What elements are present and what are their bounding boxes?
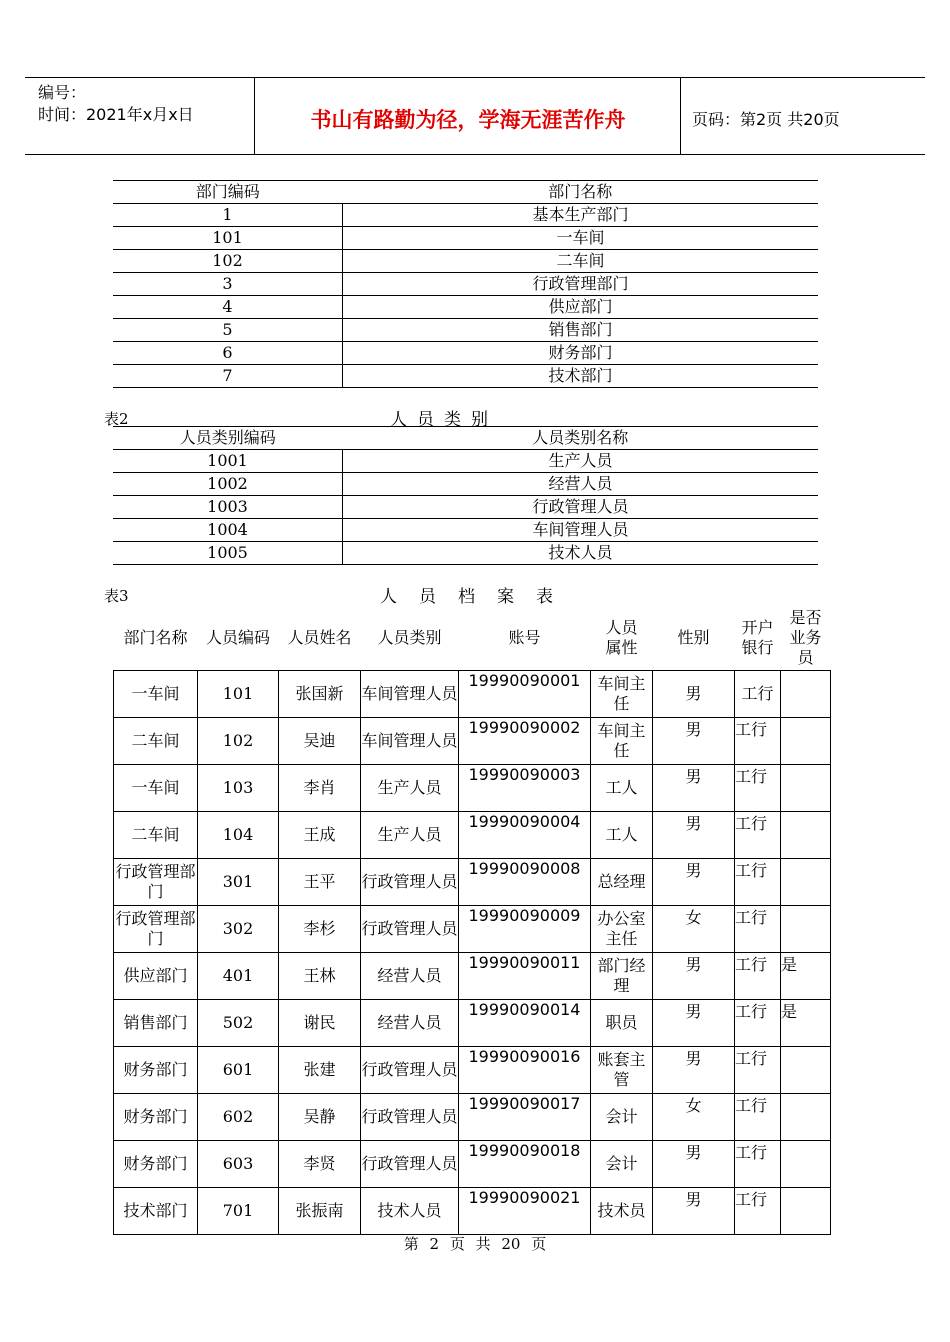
table3-title: 人员档案表 (380, 587, 575, 607)
department-cell: 财务部门 (114, 1094, 198, 1141)
table-row (114, 1047, 831, 1094)
bank-cell: 工行 (735, 859, 781, 906)
department-row (113, 273, 818, 296)
attribute-cell: 职员 (591, 1000, 653, 1047)
category-cell: 技术人员 (361, 1188, 459, 1235)
table-row (114, 1141, 831, 1188)
name-cell: 基本生产部门 (343, 204, 819, 227)
category-row (113, 496, 818, 519)
name-cell: 技术人员 (343, 542, 819, 565)
code-cell: 1 (113, 204, 343, 227)
department-table-header: 部门编码 (113, 181, 343, 204)
attribute-cell: 办公室主任 (591, 906, 653, 953)
category-cell: 生产人员 (361, 765, 459, 812)
code-cell: 602 (198, 1094, 279, 1141)
bank-cell: 工行 (735, 765, 781, 812)
table-row (114, 1000, 831, 1047)
table3-caption: 表3 (104, 587, 129, 605)
name-cell: 张建 (279, 1047, 361, 1094)
department-row (113, 319, 818, 342)
archive-header: 人员姓名 (279, 606, 361, 671)
bank-cell: 工行 (735, 1047, 781, 1094)
account-cell: 19990090009 (459, 906, 591, 953)
table-row (114, 859, 831, 906)
name-cell: 生产人员 (343, 450, 819, 473)
salesman-cell (781, 906, 831, 953)
department-cell: 二车间 (114, 812, 198, 859)
table-row (114, 812, 831, 859)
account-cell: 19990090002 (459, 718, 591, 765)
code-cell: 104 (198, 812, 279, 859)
table2-caption: 表2 (104, 410, 129, 428)
bank-cell: 工行 (735, 671, 781, 718)
department-row (113, 250, 818, 273)
name-cell: 行政管理人员 (343, 496, 819, 519)
archive-header: 账号 (459, 606, 591, 671)
table-row (114, 1188, 831, 1235)
code-cell: 1003 (113, 496, 343, 519)
category-cell: 车间管理人员 (361, 671, 459, 718)
archive-header: 人员类别 (361, 606, 459, 671)
attribute-cell: 部门经理 (591, 953, 653, 1000)
table-row (114, 1094, 831, 1141)
header-divider (680, 77, 681, 155)
category-cell: 行政管理人员 (361, 1141, 459, 1188)
account-cell: 19990090003 (459, 765, 591, 812)
attribute-cell: 技术员 (591, 1188, 653, 1235)
gender-cell: 男 (653, 953, 735, 1000)
account-cell: 19990090001 (459, 671, 591, 718)
code-cell: 1002 (113, 473, 343, 496)
name-cell: 王林 (279, 953, 361, 1000)
salesman-cell (781, 812, 831, 859)
code-cell: 103 (198, 765, 279, 812)
code-cell: 603 (198, 1141, 279, 1188)
code-cell: 3 (113, 273, 343, 296)
code-cell: 502 (198, 1000, 279, 1047)
salesman-cell (781, 1188, 831, 1235)
code-cell: 1005 (113, 542, 343, 565)
category-row (113, 473, 818, 496)
department-row (113, 342, 818, 365)
category-row (113, 450, 818, 473)
name-cell: 吴迪 (279, 718, 361, 765)
personnel-archive-table (113, 606, 831, 1235)
salesman-cell (781, 1047, 831, 1094)
category-cell: 行政管理人员 (361, 906, 459, 953)
attribute-cell: 总经理 (591, 859, 653, 906)
name-cell: 经营人员 (343, 473, 819, 496)
attribute-cell: 会计 (591, 1141, 653, 1188)
bank-cell: 工行 (735, 1141, 781, 1188)
department-cell: 一车间 (114, 671, 198, 718)
name-cell: 吴静 (279, 1094, 361, 1141)
name-cell: 谢民 (279, 1000, 361, 1047)
code-cell: 1001 (113, 450, 343, 473)
gender-cell: 男 (653, 718, 735, 765)
category-table-header: 人员类别编码 (113, 427, 343, 450)
name-cell: 财务部门 (343, 342, 819, 365)
category-cell: 生产人员 (361, 812, 459, 859)
department-cell: 供应部门 (114, 953, 198, 1000)
attribute-cell: 会计 (591, 1094, 653, 1141)
bank-cell: 工行 (735, 953, 781, 1000)
personnel-category-table (113, 426, 818, 565)
gender-cell: 男 (653, 1047, 735, 1094)
code-cell: 302 (198, 906, 279, 953)
attribute-cell: 工人 (591, 765, 653, 812)
table-row (114, 718, 831, 765)
name-cell: 王成 (279, 812, 361, 859)
table2-title: 人员类别 (390, 410, 498, 430)
department-cell: 财务部门 (114, 1047, 198, 1094)
table-row (114, 953, 831, 1000)
bank-cell: 工行 (735, 1188, 781, 1235)
salesman-cell (781, 859, 831, 906)
code-cell: 601 (198, 1047, 279, 1094)
code-cell: 1004 (113, 519, 343, 542)
category-cell: 车间管理人员 (361, 718, 459, 765)
archive-header: 是否业务员 (781, 606, 831, 671)
gender-cell: 男 (653, 671, 735, 718)
department-cell: 行政管理部门 (114, 906, 198, 953)
bank-cell: 工行 (735, 718, 781, 765)
code-cell: 7 (113, 365, 343, 388)
category-cell: 经营人员 (361, 953, 459, 1000)
attribute-cell: 车间主任 (591, 671, 653, 718)
archive-header: 性别 (653, 606, 735, 671)
bank-cell: 工行 (735, 812, 781, 859)
archive-header: 人员编码 (198, 606, 279, 671)
department-row (113, 365, 818, 388)
header-bottom-rule (25, 154, 925, 155)
salesman-cell: 是 (781, 953, 831, 1000)
department-row (113, 296, 818, 319)
code-cell: 6 (113, 342, 343, 365)
archive-header: 部门名称 (114, 606, 198, 671)
gender-cell: 男 (653, 859, 735, 906)
salesman-cell (781, 1094, 831, 1141)
category-cell: 经营人员 (361, 1000, 459, 1047)
department-cell: 技术部门 (114, 1188, 198, 1235)
salesman-cell (781, 718, 831, 765)
table-row (114, 671, 831, 718)
gender-cell: 男 (653, 1188, 735, 1235)
header-number: 编号： (38, 83, 87, 102)
category-row (113, 542, 818, 565)
code-cell: 101 (198, 671, 279, 718)
header-motto: 书山有路勤为径，学海无涯苦作舟 (310, 108, 626, 132)
account-cell: 19990090008 (459, 859, 591, 906)
bank-cell: 工行 (735, 1094, 781, 1141)
code-cell: 101 (113, 227, 343, 250)
salesman-cell (781, 1141, 831, 1188)
code-cell: 4 (113, 296, 343, 319)
name-cell: 供应部门 (343, 296, 819, 319)
code-cell: 701 (198, 1188, 279, 1235)
gender-cell: 男 (653, 1141, 735, 1188)
table-row (114, 765, 831, 812)
name-cell: 技术部门 (343, 365, 819, 388)
account-cell: 19990090021 (459, 1188, 591, 1235)
archive-header: 开户银行 (735, 606, 781, 671)
attribute-cell: 车间主任 (591, 718, 653, 765)
category-cell: 行政管理人员 (361, 1047, 459, 1094)
account-cell: 19990090016 (459, 1047, 591, 1094)
name-cell: 车间管理人员 (343, 519, 819, 542)
bank-cell: 工行 (735, 1000, 781, 1047)
category-cell: 行政管理人员 (361, 859, 459, 906)
name-cell: 张振南 (279, 1188, 361, 1235)
department-cell: 财务部门 (114, 1141, 198, 1188)
department-cell: 二车间 (114, 718, 198, 765)
page-footer: 第 2 页 共 20 页 (403, 1235, 547, 1253)
gender-cell: 男 (653, 812, 735, 859)
category-cell: 行政管理人员 (361, 1094, 459, 1141)
name-cell: 一车间 (343, 227, 819, 250)
header-top-rule (25, 77, 925, 78)
gender-cell: 女 (653, 906, 735, 953)
header-time: 时间：2021年x月x日 (38, 105, 194, 124)
name-cell: 李贤 (279, 1141, 361, 1188)
name-cell: 张国新 (279, 671, 361, 718)
account-cell: 19990090004 (459, 812, 591, 859)
attribute-cell: 工人 (591, 812, 653, 859)
gender-cell: 女 (653, 1094, 735, 1141)
name-cell: 李杉 (279, 906, 361, 953)
archive-header: 人员属性 (591, 606, 653, 671)
account-cell: 19990090017 (459, 1094, 591, 1141)
name-cell: 王平 (279, 859, 361, 906)
attribute-cell: 账套主管 (591, 1047, 653, 1094)
category-row (113, 519, 818, 542)
code-cell: 301 (198, 859, 279, 906)
bank-cell: 工行 (735, 906, 781, 953)
table-row (114, 906, 831, 953)
name-cell: 二车间 (343, 250, 819, 273)
account-cell: 19990090014 (459, 1000, 591, 1047)
code-cell: 5 (113, 319, 343, 342)
code-cell: 401 (198, 953, 279, 1000)
header-meta (38, 82, 194, 126)
department-row (113, 204, 818, 227)
header-divider (254, 77, 255, 155)
gender-cell: 男 (653, 765, 735, 812)
account-cell: 19990090018 (459, 1141, 591, 1188)
department-row (113, 227, 818, 250)
salesman-cell: 是 (781, 1000, 831, 1047)
department-table (113, 180, 818, 388)
department-cell: 一车间 (114, 765, 198, 812)
department-cell: 行政管理部门 (114, 859, 198, 906)
name-cell: 李肖 (279, 765, 361, 812)
code-cell: 102 (198, 718, 279, 765)
name-cell: 行政管理部门 (343, 273, 819, 296)
salesman-cell (781, 765, 831, 812)
account-cell: 19990090011 (459, 953, 591, 1000)
category-table-header: 人员类别名称 (343, 427, 819, 450)
department-table-header: 部门名称 (343, 181, 819, 204)
code-cell: 102 (113, 250, 343, 273)
name-cell: 销售部门 (343, 319, 819, 342)
department-cell: 销售部门 (114, 1000, 198, 1047)
salesman-cell (781, 671, 831, 718)
gender-cell: 男 (653, 1000, 735, 1047)
header-page-number: 页码：第2页 共20页 (692, 110, 840, 129)
